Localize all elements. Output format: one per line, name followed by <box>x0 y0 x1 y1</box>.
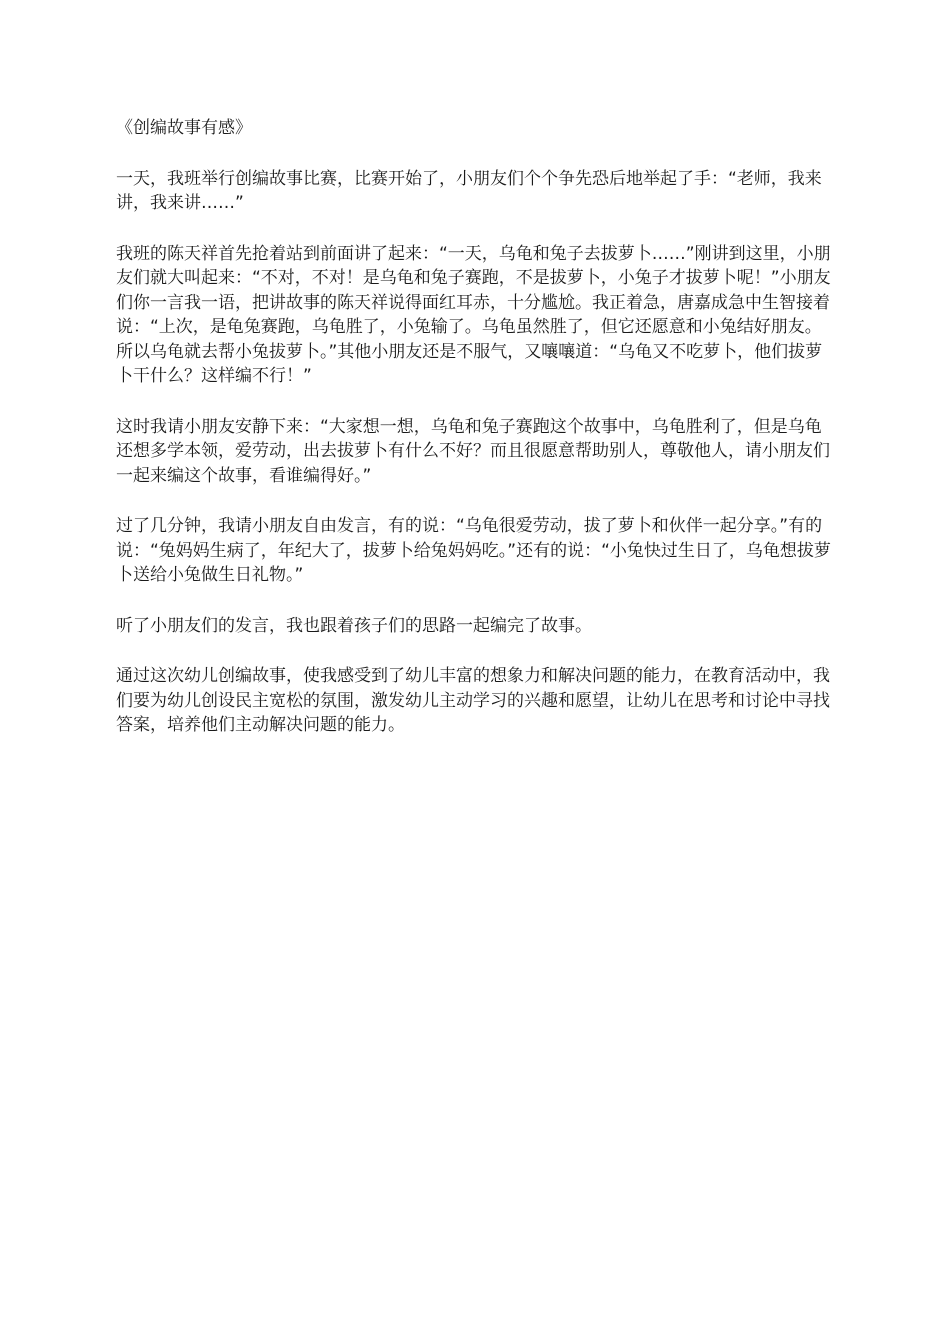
paragraph-reflection: 通过这次幼儿创编故事，使我感受到了幼儿丰富的想象力和解决问题的能力，在教育活动中，我们要为幼儿创设民主宽松的氛围，激发幼儿主动学习的兴趣和愿望，让幼儿在思考和讨论中寻找答案，培养他们主动解决问题的能力。 <box>116 666 830 735</box>
paragraph-children-ideas: 过了几分钟，我请小朋友自由发言，有的说：“乌龟很爱劳动，拔了萝卜和伙伴一起分享。”有的说：“兔妈妈生病了，年纪大了，拔萝卜给兔妈妈吃。”还有的说：“小兔快过生日了，乌龟想拔萝卜送给小兔做生日礼物。” <box>116 516 831 585</box>
paragraph-story-completed: 听了小朋友们的发言，我也跟着孩子们的思路一起编完了故事。 <box>116 615 592 636</box>
paragraph-story-debate: 我班的陈天祥首先抢着站到前面讲了起来：“一天，乌龟和兔子去拔萝卜……”刚讲到这里，小朋友们就大叫起来：“不对，不对！是乌龟和兔子赛跑，不是拔萝卜，小兔子才拔萝卜呢！”小朋友们你一言我一语，把讲故事的陈天祥说得面红耳赤，十分尴尬。我正着急，唐嘉成急中生智接着说：“上次，是龟兔赛跑，乌龟胜了，小兔输了。乌龟虽然胜了，但它还愿意和小兔结好朋友。所以乌龟就去帮小兔拔萝卜。”其他小朋友还是不服气，又嚷嚷道：“乌龟又不吃萝卜，他们拔萝卜干什么？这样编不行！” <box>116 243 831 386</box>
paragraph-competition-start: 一天，我班举行创编故事比赛，比赛开始了，小朋友们个个争先恐后地举起了手：“老师，我来讲，我来讲……” <box>116 168 822 213</box>
paragraph-teacher-guidance: 这时我请小朋友安静下来：“大家想一想，乌龟和兔子赛跑这个故事中，乌龟胜利了，但是乌龟还想多学本领，爱劳动，出去拔萝卜有什么不好？而且很愿意帮助别人，尊敬他人，请小朋友们一起来编这个故事，看谁编得好。” <box>116 416 830 486</box>
document-title: 《创编故事有感》 <box>116 118 252 138</box>
document-body <box>116 116 838 764</box>
